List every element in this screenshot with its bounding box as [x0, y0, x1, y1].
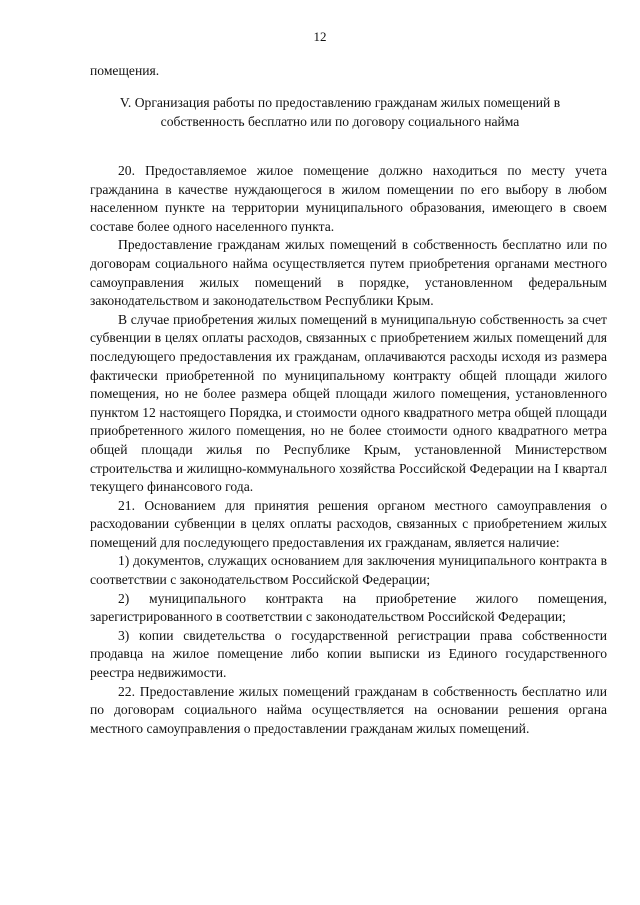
list-item-2: 2) муниципального контракта на приобретение жилого помещения, зарегистрированного в соответствии с законодательством Российской Федерации;: [90, 590, 607, 625]
lead-text: помещения.: [90, 63, 160, 78]
paragraph-22: 22. Предоставление жилых помещений гражданам в собственность бесплатно или по договорам социального найма осуществляется на основании решения органа местного самоуправления о предоставлении гражданам жилых помещений.: [90, 683, 607, 736]
section-heading: V. Организация работы по предоставлению гражданам жилых помещений в собственность бесплатно или по договору социального найма: [119, 95, 561, 129]
list-item-3: 3) копии свидетельства о государственной регистрации права собственности продавца на жилое помещение либо копии выписки из Единого государственного реестра недвижимости.: [90, 627, 607, 681]
paragraph-21: 21. Основанием для принятия решения органом местного самоуправления о расходовании субвенции в целях оплаты расходов, связанных с приобретением жилых помещений для последующего предоставления их гражданам, является наличие:: [90, 497, 607, 550]
paragraph-procurement: Предоставление гражданам жилых помещений в собственность бесплатно или по договорам социального найма осуществляется путем приобретения органами местного самоуправления жилых помещений в порядке, установленном федеральным законодательством и законодательством Республики Крым.: [90, 237, 607, 309]
page-number: 12: [313, 29, 327, 44]
paragraph-subvention: В случае приобретения жилых помещений в муниципальную собственность за счет субвенции в целях оплаты расходов, связанных с приобретением жилых помещений для последующего предоставления их гражданам, оплачиваются расходы исходя из размера фактически приобретенной по муниципальному контракту общей площади жилого помещения, но не более размера общей площади жилого помещения, установленного пунктом 12 настоящего Порядка, и стоимости одного квадратного метра общей площади приобретенного жилого помещения, но не более стоимости одного квадратного метра общей площади жилья по Республике Крым, установленной Министерством строительства и жилищно-коммунального хозяйства Российской Федерации на I квартал текущего финансового года.: [90, 311, 607, 495]
list-item-1: 1) документов, служащих основанием для заключения муниципального контракта в соответствии с законодательством Российской Федерации;: [90, 553, 607, 588]
paragraph-20: 20. Предоставляемое жилое помещение должно находиться по месту учета гражданина в качестве нуждающегося в жилом помещении по его выбору в любом населенном пункте на территории муниципального образования, имеющего в своем составе более одного населенного пункта.: [90, 163, 607, 234]
section-body: [90, 162, 607, 738]
